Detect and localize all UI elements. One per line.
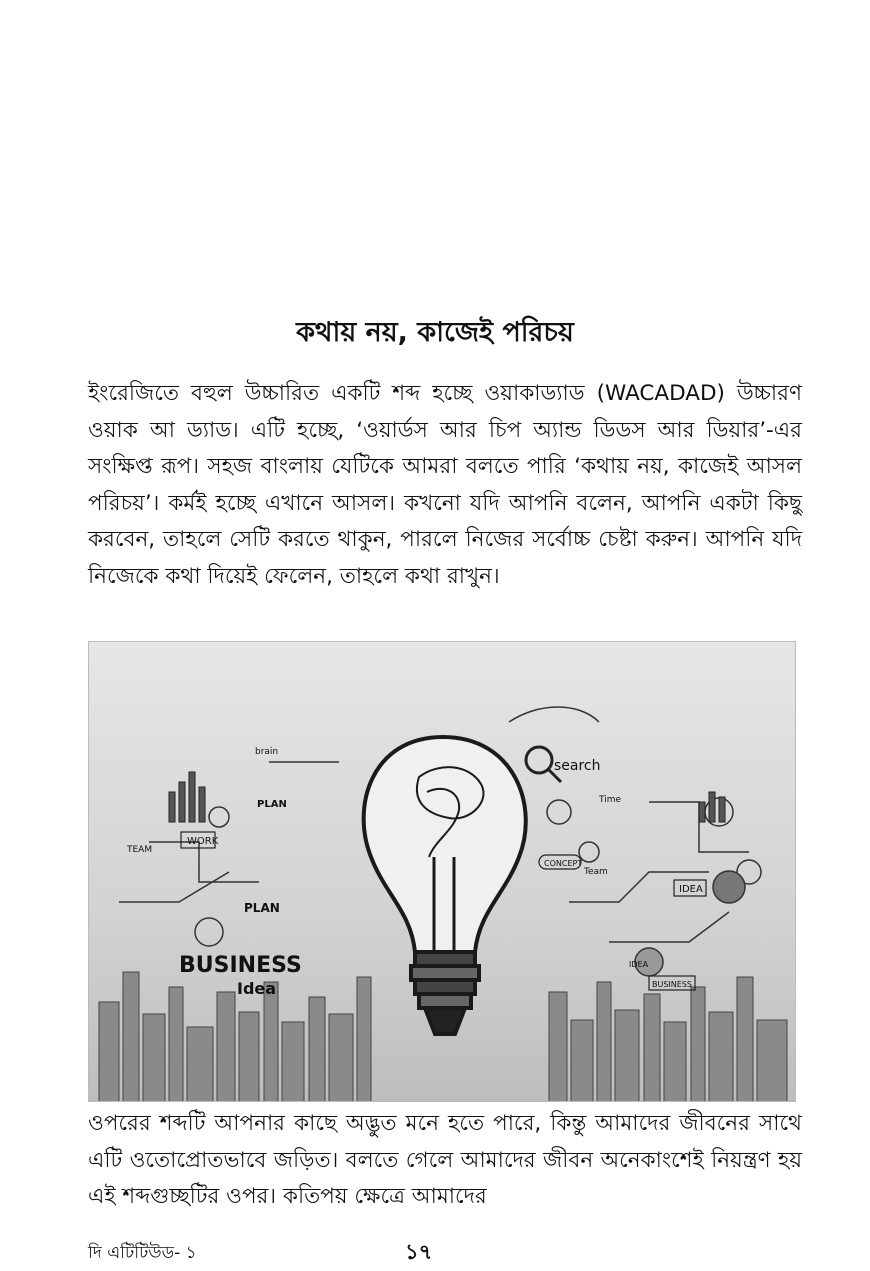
time-label: Time <box>599 795 622 805</box>
lightbulb-sketch-illustration <box>88 641 796 1102</box>
plan-label: PLAN <box>257 799 287 810</box>
team-label-2: Team <box>584 867 608 877</box>
work-label: WORK <box>187 836 219 847</box>
search-label: search <box>554 758 601 774</box>
concept-label: CONCEPT <box>544 859 583 868</box>
intro-paragraph: ইংরেজিতে বহুল উচ্চারিত একটি শব্দ হচ্ছে ওয়াকাড্যাড (WACADAD) উচ্চারণ ওয়াক আ ড্যাড। এটি হচ্ছে, ‘ওয়ার্ডস আর চিপ অ্যান্ড ডিডস আর ডিয়ার’-এর সংক্ষিপ্ত রূপ। সহজ বাংলায় যেটিকে আমরা বলতে পারি ‘কথায় নয়, কাজেই আসল পরিচয়’। কর্মই হচ্ছে এখানে আসল। কখনো যদি আপনি বলেন, আপনি একটা কিছু করবেন, তাহলে সেটি করতে থাকুন, পারলে নিজের সর্বোচ্চ চেষ্টা করুন। আপনি যদি নিজেকে কথা দিয়েই ফেলেন, তাহলে কথা রাখুন। <box>88 381 802 589</box>
business-label: BUSINESS <box>179 953 302 978</box>
idea-box-label-2: IDEA <box>629 960 649 969</box>
brain-label: brain <box>255 747 279 757</box>
business-box-label: BUSINESS <box>652 980 692 989</box>
page-title: কথায় নয়, কাজেই পরিচয় <box>296 317 574 348</box>
plan-label-2: PLAN <box>244 901 280 915</box>
continuation-paragraph: ওপরের শব্দটি আপনার কাছে অদ্ভুত মনে হতে পারে, কিন্তু আমাদের জীবনের সাথে এটি ওতোপ্রোতভাবে জড়িত। বলতে গেলে আমাদের জীবন অনেকাংশেই নিয়ন্ত্রণ হয় এই শব্দগুচ্ছটির ওপর। কতিপয় ক্ষেত্রে আমাদের <box>88 1111 802 1209</box>
idea-box-label: IDEA <box>679 884 703 895</box>
team-label: TEAM <box>127 845 153 855</box>
idea-label: Idea <box>237 979 277 998</box>
footer-page-number: ১৭ <box>405 1240 433 1264</box>
footer-book-title: দি এটিটিউড- ১ <box>88 1243 197 1263</box>
